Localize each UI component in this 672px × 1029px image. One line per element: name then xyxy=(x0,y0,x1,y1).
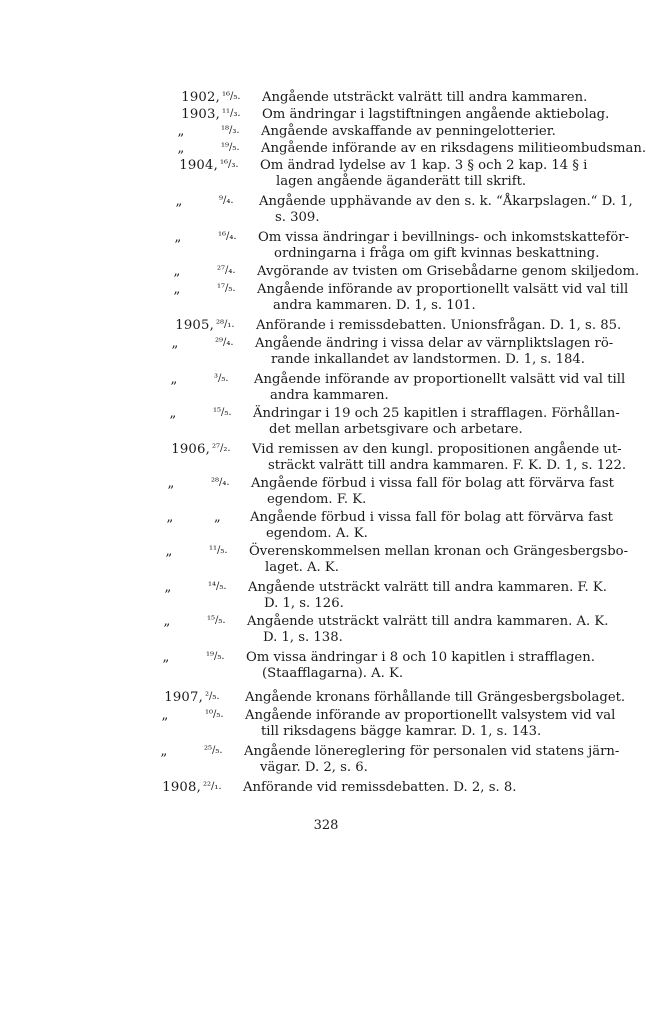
entry-year: 1908, xyxy=(162,780,201,795)
entry-text xyxy=(254,372,625,404)
entry-date: ¹¹/₃. xyxy=(222,108,241,119)
entry-year: 1902, xyxy=(181,90,220,105)
entry-text-continuation: andra kammaren. D. 1, s. 101. xyxy=(273,298,476,313)
entry-date: ¹⁶/₃. xyxy=(220,159,239,170)
entry-date: ¹⁶/₅. xyxy=(222,91,241,102)
entry-date: ¹⁴/₅. xyxy=(208,581,227,592)
entry-year: „ xyxy=(169,406,177,421)
entry-text xyxy=(262,90,587,106)
entry-year: 1905, xyxy=(175,318,214,333)
entry-year: „ xyxy=(170,372,178,387)
entry-text-line: Angående avskaffande av penningelotterier. xyxy=(261,124,556,139)
entry-text xyxy=(259,194,633,226)
entry-text xyxy=(261,124,556,140)
entry-text xyxy=(255,336,613,368)
entry-text xyxy=(247,614,608,646)
entry-date: ¹⁵/₅. xyxy=(207,615,226,626)
entry-year: „ xyxy=(162,650,170,665)
entry-text-continuation: till riksdagens bägge kamrar. D. 1, s. 143. xyxy=(261,724,542,739)
entry-text xyxy=(245,708,615,740)
entry-text-line: Angående införande av proportionellt valsystem vid val xyxy=(245,708,616,723)
page-number: 328 xyxy=(313,818,339,833)
entry-text-line: Vid remissen av den kungl. propositionen angående ut- xyxy=(252,442,622,457)
entry-text-continuation: andra kammaren. xyxy=(270,388,389,403)
entry-year: 1906, xyxy=(171,442,210,457)
entry-text-line: Angående införande av proportionellt valsätt vid val till xyxy=(257,282,629,297)
entry-text-continuation: (Staafflagarna). A. K. xyxy=(262,666,404,681)
entry-date: ¹⁰/₅. xyxy=(205,709,224,720)
entry-year: „ xyxy=(174,230,182,245)
entry-year: „ xyxy=(173,264,181,279)
entry-text-line: Angående kronans förhållande till Grängesbergsbolaget. xyxy=(245,690,626,705)
entry-text-continuation: vägar. D. 2, s. 6. xyxy=(260,760,368,775)
entry-text-continuation: lagen angående äganderätt till skrift. xyxy=(276,174,527,189)
entry-text-line: Om ändringar i lagstiftningen angående aktiebolag. xyxy=(262,107,610,122)
entry-text-line: Anförande i remissdebatten. Unionsfrågan. D. 1, s. 85. xyxy=(256,318,622,333)
entry-date: „ xyxy=(214,510,221,525)
entry-date: ³/₅. xyxy=(214,373,229,384)
entry-text-line: Ändringar i 19 och 25 kapitlen i strafflagen. Förhållan- xyxy=(253,406,620,421)
entry-text xyxy=(243,780,516,796)
entry-text-continuation: D. 1, s. 126. xyxy=(264,596,344,611)
entry-year: „ xyxy=(166,510,174,525)
entry-date: ²⁷/₄. xyxy=(217,265,236,276)
entry-year: „ xyxy=(163,614,171,629)
entry-text xyxy=(257,282,628,314)
entry-text-line: Överenskommelsen mellan kronan och Grängesbergsbo- xyxy=(249,544,629,559)
entry-year: „ xyxy=(175,194,183,209)
entry-date: ¹¹/₅. xyxy=(209,545,228,556)
entry-text-continuation: egendom. F. K. xyxy=(267,492,367,507)
entry-year: 1907, xyxy=(164,690,203,705)
entry-text-continuation: s. 309. xyxy=(275,210,320,225)
entry-text-continuation: det mellan arbetsgivare och arbetare. xyxy=(269,422,523,437)
entry-date: ¹⁶/₄. xyxy=(218,231,237,242)
entry-text-continuation: D. 1, s. 138. xyxy=(263,630,343,645)
entry-text-line: Angående ändring i vissa delar av värnpliktslagen rö- xyxy=(255,336,614,351)
entry-text-line: Angående införande av en riksdagens militieombudsman. xyxy=(261,141,647,156)
entry-text-line: Angående förbud i vissa fall för bolag att förvärva fast xyxy=(250,510,613,525)
entry-text xyxy=(249,544,628,576)
entry-date: ¹⁷/₅. xyxy=(217,283,236,294)
entry-text xyxy=(248,580,607,612)
entry-text-line: Avgörande av tvisten om Grisebådarne genom skiljedom. xyxy=(257,264,640,279)
entry-date: ²²/₁. xyxy=(203,781,222,792)
entry-date: ²⁸/₁. xyxy=(216,319,235,330)
entry-text-line: Angående införande av proportionellt valsätt vid val till xyxy=(254,372,626,387)
entry-text xyxy=(257,264,639,280)
entry-text xyxy=(260,158,587,190)
entry-year: „ xyxy=(177,141,185,156)
entry-text xyxy=(256,318,621,334)
entry-date: ²/₅. xyxy=(205,691,220,702)
entry-text-continuation: ordningarna i fråga om gift kvinnas beskattning. xyxy=(274,246,600,261)
entry-text-continuation: sträckt valrätt till andra kammaren. F. K. D. 1, s. 122. xyxy=(268,458,627,473)
entry-year: 1903, xyxy=(181,107,220,122)
entry-text-line: Om vissa ändringar i 8 och 10 kapitlen i strafflagen. xyxy=(246,650,595,665)
entry-text-line: Angående lönereglering för personalen vid statens järn- xyxy=(244,744,620,759)
entry-text xyxy=(261,141,646,157)
entry-year: „ xyxy=(161,708,169,723)
entry-text xyxy=(258,230,629,262)
entry-text-line: Angående utsträckt valrätt till andra kammaren. F. K. xyxy=(248,580,607,595)
entry-date: ¹⁵/₅. xyxy=(213,407,232,418)
entry-text-continuation: rande inkallandet av landstormen. D. 1, s. 184. xyxy=(271,352,585,367)
entry-text xyxy=(246,650,595,682)
entry-text xyxy=(251,476,614,508)
entry-year: „ xyxy=(165,544,173,559)
entry-year: „ xyxy=(177,124,185,139)
entry-year: „ xyxy=(164,580,172,595)
entry-text-continuation: egendom. A. K. xyxy=(266,526,368,541)
entry-text-line: Om ändrad lydelse av 1 kap. 3 § och 2 kap. 14 § i xyxy=(260,158,588,173)
entry-date: ¹⁸/₃. xyxy=(221,125,240,136)
entry-text-line: Angående utsträckt valrätt till andra kammaren. A. K. xyxy=(247,614,609,629)
entry-year: „ xyxy=(171,336,179,351)
entry-year: „ xyxy=(160,744,168,759)
entry-year: 1904, xyxy=(179,158,218,173)
entry-text-line: Angående utsträckt valrätt till andra kammaren. xyxy=(262,90,588,105)
entry-date: ²⁹/₄. xyxy=(215,337,234,348)
entry-text xyxy=(245,690,625,706)
entry-date: ²⁵/₅. xyxy=(204,745,223,756)
entry-date: ¹⁹/₅. xyxy=(206,651,225,662)
entry-text xyxy=(250,510,613,542)
entry-date: ²⁸/₄. xyxy=(211,477,230,488)
entry-text-line: Angående förbud i vissa fall för bolag att förvärva fast xyxy=(251,476,614,491)
entry-date: ⁹/₄. xyxy=(219,195,234,206)
entry-text-line: Om vissa ändringar i bevillnings- och inkomstskatteför- xyxy=(258,230,630,245)
entry-text-continuation: laget. A. K. xyxy=(265,560,339,575)
entry-text xyxy=(252,442,626,474)
entry-text-line: Angående upphävande av den s. k. “Åkarpslagen.“ D. 1, xyxy=(259,194,633,209)
entry-date: ¹⁹/₅. xyxy=(221,142,240,153)
entry-text-line: Anförande vid remissdebatten. D. 2, s. 8. xyxy=(243,780,517,795)
entry-year: „ xyxy=(167,476,175,491)
entry-year: „ xyxy=(173,282,181,297)
entry-text xyxy=(253,406,620,438)
entry-date: ²⁷/₂. xyxy=(212,443,231,454)
entry-text xyxy=(262,107,609,123)
entry-text xyxy=(244,744,619,776)
